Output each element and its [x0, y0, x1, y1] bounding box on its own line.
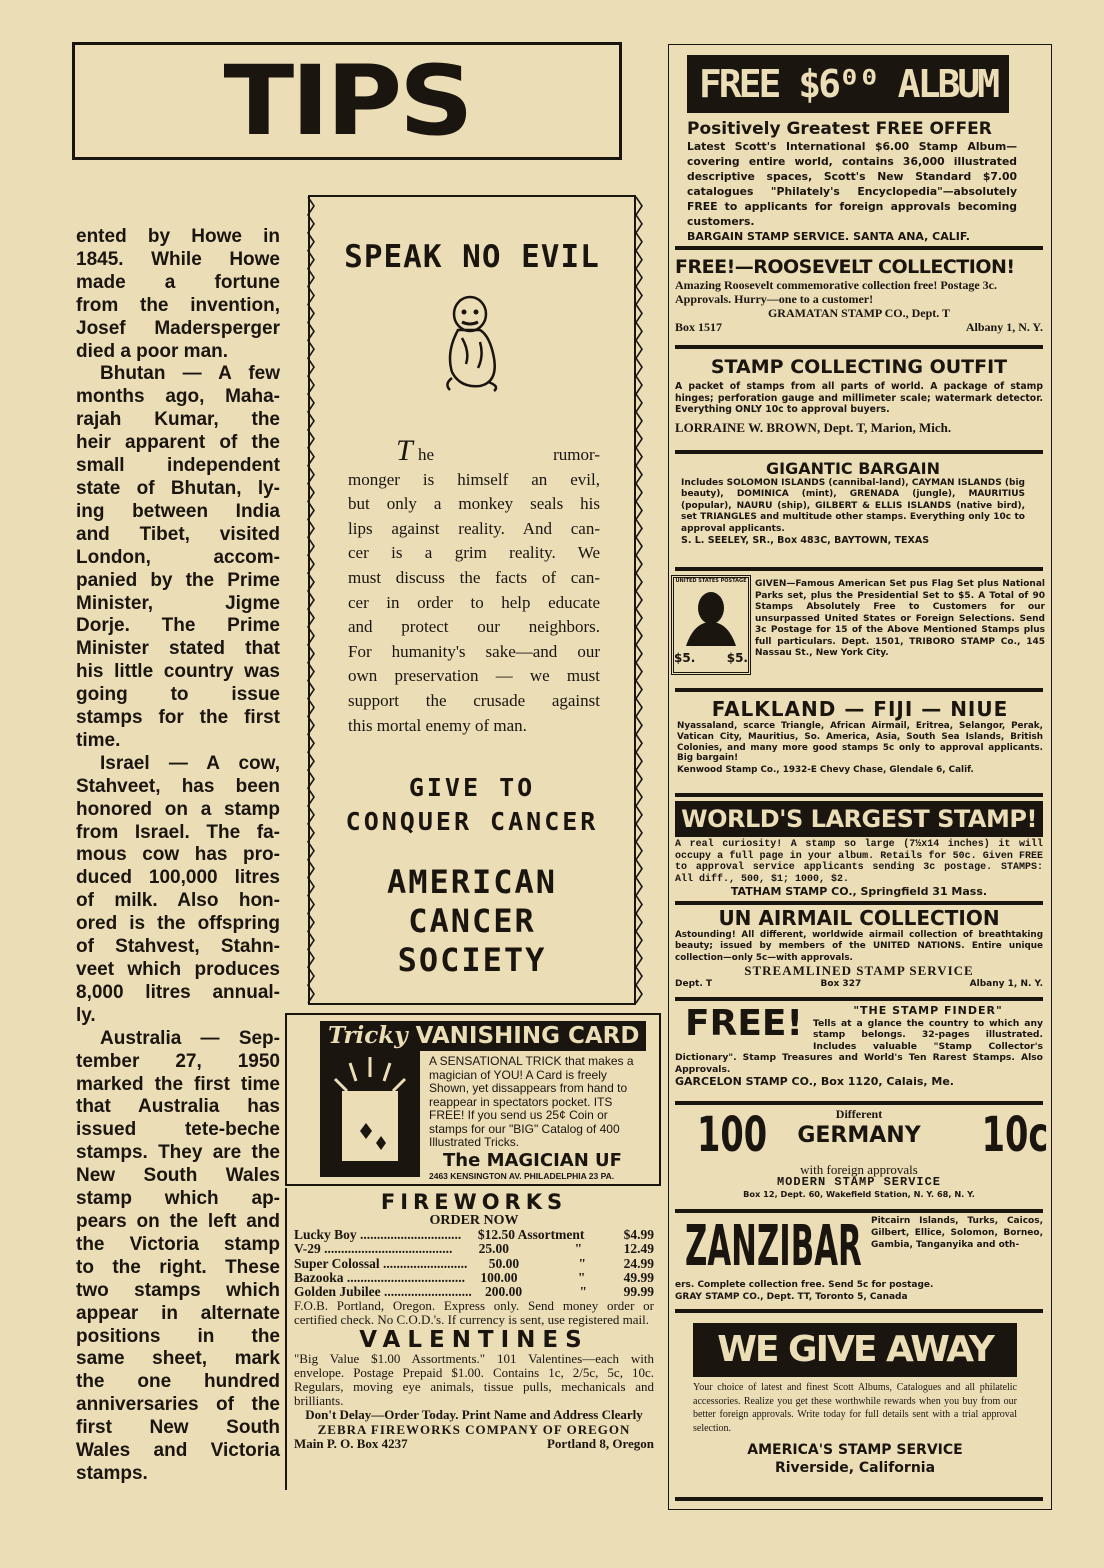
text-line: stamps. They are the	[76, 1142, 280, 1164]
company-city: Portland 8, Oregon	[546, 1435, 654, 1451]
text-line: small independent	[76, 455, 280, 477]
text-line: 8,000 litres annual-	[76, 981, 280, 1003]
ad-body: A packet of stamps from all parts of world. A package of stamp hinges; perforation gauge and millimeter scale; watermark detector. Everything ONLY 10c to approval buyers.	[675, 381, 1043, 415]
price-label: Assortment	[517, 1227, 585, 1243]
ad-headline: Positively Greatest FREE OFFER	[687, 119, 992, 139]
slogan-line: CONQUER CANCER	[345, 807, 599, 836]
price-price: 200.00	[484, 1284, 523, 1300]
ad-title-script: Tricky	[328, 1022, 408, 1049]
monkey-icon	[440, 292, 504, 392]
company-box: Box 1517	[675, 320, 723, 334]
ad-body: ers. Complete collection free. Send 5c for postage.	[675, 1280, 934, 1290]
ad-body-text: A SENSATIONAL TRICK that makes a magician of YOU! A Card is freely Shown, yet dissappears from hand to reappear in spectators pocket. ITS FREE! If you send us 25¢ Coin or stamps for our "BIG" Catalog of 400 Illustrated Tricks.	[429, 1054, 634, 1149]
text-line: ented by Howe in	[76, 226, 280, 247]
valentines-body: "Big Value $1.00 Assortments." 101 Valentines—each with envelope. Postage Prepaid $1.00. Contains 1c, 2/5c, 5c, 10c. Regulars, moving eye animals, tissue pulls, mechanicals and brilliants.	[294, 1350, 654, 1409]
text-line: Bhutan — A few	[100, 363, 280, 385]
divider	[675, 1309, 1043, 1313]
ad-body: Amazing Roosevelt commemorative collection free! Postage 3c. Approvals. Hurry—one to a customer!	[675, 278, 997, 306]
price-assort: 12.49	[623, 1241, 654, 1257]
company-name: S. L. SEELEY, SR., Box 483C, BAYTOWN, TEXAS	[681, 535, 930, 547]
largest-stamp-ad	[675, 839, 1043, 898]
text-line: 1845. While Howe	[76, 248, 280, 270]
text-line: Australia — Sep-	[100, 1027, 280, 1049]
ad-headline: GIGANTIC BARGAIN	[766, 459, 940, 478]
text-line: veet which produces	[76, 959, 280, 980]
outfit-ad	[675, 356, 1043, 437]
germany-ad	[675, 1107, 1049, 1200]
text-line: died a poor man.	[76, 340, 229, 362]
ad-subtitle: with foreign approvals	[800, 1162, 918, 1177]
triboro-ad	[755, 579, 1045, 660]
text-line: stamp which ap-	[76, 1188, 280, 1210]
ad-headline: STAMP COLLECTING OUTFIT	[710, 356, 1008, 378]
ad-headline: SPEAK NO EVIL	[344, 239, 600, 275]
company-name: Kenwood Stamp Co., 1932-E Chevy Chase, Glendale 6, Calif.	[677, 765, 974, 776]
vanishing-card-ad	[285, 1013, 661, 1186]
divider	[675, 997, 1043, 1001]
price-name: Golden Jubilee ..........................	[294, 1284, 472, 1300]
terms-text: F.O.B. Portland, Oregon. Express only. Send money order or certified check. No C.O.D.'s. If currency is sent, use registered mail.	[294, 1298, 654, 1328]
text-line: support the crusade against	[348, 690, 600, 710]
text-line: tember 27, 1950	[76, 1050, 280, 1072]
ad-subtitle: ORDER NOW	[429, 1213, 519, 1228]
text-line: monger is himself an evil,	[348, 469, 600, 489]
text-line: two stamps which	[76, 1279, 280, 1301]
company-box: Box 327	[820, 979, 862, 990]
ad-body: Nyassaland, scarce Triangle, African Airmail, Eritrea, Selangor, Perak, Vatican City, Mauritius, So. America, Asia, South Sea Islands, British Colonies, and many more good stamps 5c only to approval applicants. Big bargain!	[677, 721, 1043, 764]
price-list	[294, 1228, 654, 1299]
text-line: time.	[76, 729, 121, 751]
divider	[675, 345, 1043, 349]
company-address: Box 12, Dept. 60, Wakefield Station, N. Y. 68, N. Y.	[743, 1189, 975, 1199]
society-name: AMERICAN	[386, 863, 558, 901]
company-name: The MAGICIAN UF	[443, 1149, 622, 1171]
price-price: 100.00	[480, 1269, 518, 1285]
text-line: lips against reality. And can-	[348, 518, 600, 538]
ad-body: Astounding! All different, worldwide airmail collection of breathtaking beauty; issued by members of the UNITED NATIONS. Entire unique collection—only 5c—with approvals.	[675, 930, 1043, 963]
tips-paragraph	[76, 753, 280, 1028]
stamp-count: 100	[697, 1107, 768, 1163]
price-name: Super Colossal .........................	[294, 1255, 468, 1271]
company-box: Main P. O. Box 4237	[294, 1435, 408, 1451]
largest-stamp-banner: WORLD'S LARGEST STAMP!	[675, 801, 1043, 837]
tips-column	[76, 226, 280, 1486]
text-line: positions in the	[76, 1325, 280, 1347]
text-line: the one hundred	[76, 1371, 280, 1393]
text-line: state of Bhutan, ly-	[76, 477, 280, 499]
text-line: Wales and Victoria	[76, 1440, 280, 1462]
text-line: and Tibet, visited	[76, 523, 280, 545]
text-line: and protect our neighbors.	[348, 617, 600, 637]
text-line: of Stahvest, Stahn-	[76, 936, 280, 958]
ad-headline: FALKLAND — FIJI — NIUE	[711, 697, 1009, 721]
tips-paragraph	[76, 1028, 280, 1486]
divider	[675, 1209, 1043, 1213]
give-away-banner: WE GIVE AWAY	[693, 1323, 1017, 1377]
zanzibar-ad	[675, 1215, 1043, 1303]
text-line: cer is a grim reality. We	[348, 543, 600, 563]
text-line: his little country was	[76, 661, 280, 683]
company-name: BARGAIN STAMP SERVICE. SANTA ANA, CALIF.	[687, 230, 970, 243]
company-dept: Dept. T	[675, 979, 713, 990]
text-line: Israel — A cow,	[100, 752, 280, 774]
text-line: New South Wales	[76, 1165, 280, 1187]
price-assort: $4.99	[623, 1227, 654, 1243]
text-line: For humanity's sake—and our	[348, 641, 600, 661]
company-name: TATHAM STAMP CO., Springfield 31 Mass.	[730, 885, 988, 898]
society-name: SOCIETY	[397, 941, 547, 979]
text-line: duced 100,000 litres	[76, 867, 280, 889]
gigantic-bargain-ad	[681, 459, 1025, 548]
slogan-line: GIVE TO	[408, 773, 536, 802]
valentines-headline: VALENTINES	[359, 1326, 589, 1353]
text-line: Minister, Jigme	[76, 592, 280, 614]
ad-body: Includes SOLOMON ISLANDS (cannibal-land), CAYMAN ISLANDS (big beauty), DOMINICA (mint), GRENADA (jungle), MAURITIUS (popular), NAURU (ship), GILBERT & ELLIS ISLANDS (native bird), set TRIANGLES and multitude other stamps. Everything only 10c to approval applicants.	[681, 478, 1025, 534]
text-line: ing between India	[76, 500, 280, 522]
company-name: GRAMATAN STAMP CO., Dept. T	[767, 306, 951, 320]
free-label: FREE!	[685, 1003, 803, 1044]
un-airmail-ad	[675, 907, 1043, 991]
give-away-ad	[693, 1381, 1017, 1477]
text-line: the Victoria stamp	[76, 1233, 280, 1255]
stamp-value: $5.	[726, 651, 748, 665]
order-cta: Don't Delay—Order Today. Print Name and Address Clearly	[305, 1407, 643, 1423]
price-price: 25.00	[478, 1241, 510, 1257]
price-name: Bazooka ...................................	[294, 1269, 466, 1285]
price-label: "	[574, 1241, 583, 1257]
company-address: 2463 KENSINGTON AV. PHILADELPHIA 23 PA.	[429, 1170, 615, 1181]
company-name: ZEBRA FIREWORKS COMPANY OF OREGON	[317, 1421, 631, 1437]
divider	[675, 246, 1043, 250]
tips-paragraph	[76, 226, 280, 363]
cancer-society-ad	[308, 195, 636, 1005]
text-line: London, accom-	[76, 546, 280, 568]
price-name: V-29 ......................................	[294, 1241, 453, 1257]
text-line: that Australia has	[76, 1096, 280, 1118]
company-name: GARCELON STAMP CO., Box 1120, Calais, Me.	[675, 1075, 954, 1089]
price-price: 50.00	[488, 1255, 520, 1271]
portrait-icon	[674, 584, 748, 646]
divider	[675, 1497, 1043, 1501]
company-city: Riverside, California	[774, 1460, 936, 1476]
ad-body	[429, 1055, 647, 1182]
price-row	[294, 1285, 654, 1299]
ad-headline: FREE!—ROOSEVELT COLLECTION!	[675, 256, 1015, 278]
ad-headline: UN AIRMAIL COLLECTION	[718, 906, 1000, 930]
text-line: marked the first time	[76, 1073, 280, 1095]
text-line: cer in order to help educate	[348, 592, 600, 612]
text-line: own preservation — we must	[348, 666, 600, 686]
company-name: AMERICA'S STAMP SERVICE	[747, 1442, 963, 1458]
ad-body: Your choice of latest and finest Scott Albums, Catalogues and all philatelic accessories. Realize you get these worthwhile rewards when you buy from our better foreign approvals. Write today for full details sent with a trial approval selection.	[693, 1382, 1017, 1434]
ad-body: A real curiosity! A stamp so large (7½x14 inches) it will occupy a full page in your album. Retails for 50c. Given FREE to approval service applicants sending 3c postage. STAMPS: All diff., 500, $1; 1000, $2.	[675, 839, 1043, 885]
text-line: from the invention,	[76, 294, 280, 316]
ad-body: Latest Scott's International $6.00 Stamp Album—covering entire world, contains 36,000 illustrated descriptive spaces, Scott's New Standard $7.00 catalogues "Philately's Encyclopedia"—absolutely FREE to applicants for foreign approvals becoming customers.	[687, 140, 1017, 228]
hand-card-illustration	[320, 1051, 420, 1177]
price-price: $12.50	[477, 1227, 516, 1243]
stamp-value: $5.	[674, 651, 696, 665]
company-name: GRAY STAMP CO., Dept. TT, Toronto 5, Canada	[675, 1292, 908, 1302]
text-line: anniversaries of the	[76, 1394, 280, 1416]
fireworks-ad	[285, 1188, 661, 1490]
divider	[675, 688, 1043, 692]
divider	[675, 1101, 1043, 1105]
country-name: GERMANY	[797, 1123, 921, 1148]
society-name: CANCER	[408, 902, 536, 940]
text-line: he rumor-	[418, 445, 600, 464]
price-assort: 24.99	[623, 1255, 654, 1271]
text-line: mous cow has pro-	[76, 844, 280, 866]
text-line: appear in alternate	[76, 1302, 280, 1324]
ad-title: VANISHING CARD	[415, 1023, 640, 1049]
drop-cap: T	[396, 434, 413, 467]
price-label: "	[578, 1255, 586, 1271]
tips-header-box	[72, 42, 622, 160]
text-line: to the right. These	[76, 1256, 280, 1278]
price-row	[294, 1242, 654, 1256]
text-line: stamps for the first	[76, 707, 280, 729]
price-label: "	[577, 1269, 586, 1285]
company-city: Albany 1, N. Y.	[965, 320, 1043, 334]
presidential-stamp-image	[671, 575, 751, 675]
tips-paragraph	[76, 363, 280, 752]
ad-headline: FIREWORKS	[380, 1190, 568, 1214]
ad-body: Tells at a glance the country to which any stamp belongs. 32-pages illustrated. Includes valuable "Stamp Collector's Dictionary". Stamp Treasures and World's Ten Rarest Stamps. Also Approvals.	[675, 1018, 1043, 1075]
text-line: made a fortune	[76, 271, 280, 293]
text-line: stamps.	[76, 1462, 148, 1484]
divider	[675, 567, 1043, 571]
text-line: heir apparent of the	[76, 432, 280, 454]
ad-body	[348, 434, 600, 738]
price-label: "	[579, 1284, 588, 1300]
text-line: Dorje. The Prime	[76, 615, 280, 637]
text-line: pears on the left and	[76, 1210, 280, 1232]
company-name: LORRAINE W. BROWN, Dept. T, Marion, Mich.	[675, 419, 952, 435]
ad-headline	[320, 1021, 646, 1051]
stamp-ads-column	[668, 44, 1052, 1510]
text-line: first New South	[76, 1417, 280, 1439]
price-row	[294, 1271, 654, 1285]
text-line: same sheet, mark	[76, 1348, 280, 1370]
price-row	[294, 1228, 654, 1242]
price-assort: 49.99	[623, 1269, 654, 1285]
company-city: Albany 1, N. Y.	[969, 979, 1043, 990]
zanzibar-title: ZANZIBAR	[685, 1214, 862, 1279]
text-line: honored on a stamp	[76, 798, 280, 820]
ad-headline: "THE STAMP FINDER"	[853, 1004, 1003, 1017]
text-line: going to issue	[76, 684, 280, 706]
text-line: of milk. Also hon-	[76, 890, 280, 912]
text-line: Stahveet, has been	[76, 775, 280, 797]
divider	[675, 793, 1043, 797]
price-assort: 99.99	[623, 1284, 654, 1300]
text-line: must discuss the facts of can-	[348, 567, 600, 587]
text-line: issued tete-beche	[76, 1119, 280, 1141]
ad-body: GIVEN—Famous American Set pus Flag Set plus National Parks set, plus the Presidential Set to $5. A Total of 90 Stamps Absolutely Free to Customers for our unsurpassed United States or Foreign Selections. Send 3c Postage for 15 of the Above Mentioned Stamps plus full particulars. Dept. 1501, TRIBORO STAMP Co., 145 Nassau St., New York City.	[755, 579, 1045, 658]
text-line: ored is the offspring	[76, 913, 280, 935]
text-line: ly.	[76, 1004, 96, 1026]
text-line: panied by the Prime	[76, 569, 280, 591]
text-line: Minister stated that	[76, 638, 280, 660]
company-name: STREAMLINED STAMP SERVICE	[744, 963, 974, 979]
falkland-ad	[677, 697, 1043, 777]
price-name: Lucky Boy ..............................	[294, 1227, 462, 1243]
album-banner: FREE $6⁰⁰ ALBUM	[687, 55, 1009, 113]
different-label: Different	[835, 1107, 883, 1121]
text-line: months ago, Maha-	[76, 386, 280, 408]
price: 10c	[981, 1107, 1049, 1163]
text-line: Josef Madersperger	[76, 317, 280, 339]
album-ad	[687, 119, 1017, 244]
roosevelt-ad	[675, 256, 1043, 334]
text-line: rajah Kumar, the	[76, 409, 280, 431]
divider	[675, 901, 1043, 905]
price-row	[294, 1257, 654, 1271]
company-name: MODERN STAMP SERVICE	[776, 1175, 942, 1189]
stamp-caption: UNITED STATES POSTAGE	[675, 578, 747, 584]
ad-body: Pitcairn Islands, Turks, Caicos, Gilbert, Ellice, Solomon, Borneo, Gambia, Tanganyika and oth-	[871, 1216, 1043, 1250]
text-line: from Israel. The fa-	[76, 821, 280, 843]
text-line: this mortal enemy of man.	[348, 715, 527, 735]
page-title: TIPS	[223, 45, 471, 157]
stamp-finder-ad	[675, 1004, 1043, 1089]
divider	[675, 450, 1043, 454]
text-line: but only a monkey seals his	[348, 494, 600, 514]
